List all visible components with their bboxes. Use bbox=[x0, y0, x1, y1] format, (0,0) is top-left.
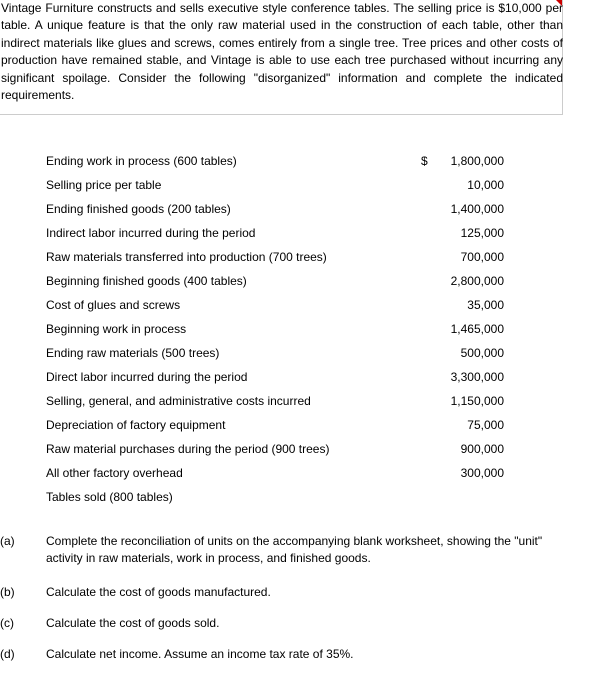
list-item bbox=[0, 367, 604, 391]
list-item bbox=[0, 175, 604, 199]
requirement-text: Complete the reconciliation of units on the accompanying blank worksheet, showing the "unit" activity in raw materials, work in process, and finished goods. bbox=[46, 534, 543, 565]
requirement-d bbox=[0, 646, 604, 664]
item-label: Selling, general, and administrative costs incurred bbox=[46, 394, 311, 408]
item-label: Beginning finished goods (400 tables) bbox=[46, 274, 247, 288]
requirement-letter: (b) bbox=[0, 585, 15, 599]
item-amount: 10,000 bbox=[467, 178, 504, 192]
item-label: Raw material purchases during the period (900 trees) bbox=[46, 442, 330, 456]
item-amount: 35,000 bbox=[467, 298, 504, 312]
dollar-sign: $ bbox=[421, 154, 428, 168]
list-item bbox=[0, 319, 604, 343]
requirement-letter: (c) bbox=[0, 616, 14, 630]
requirement-text: Calculate net income. Assume an income tax rate of 35%. bbox=[46, 647, 354, 661]
item-amount: 2,800,000 bbox=[450, 274, 504, 288]
requirement-a bbox=[0, 533, 604, 569]
requirement-c bbox=[0, 615, 604, 633]
item-label: Selling price per table bbox=[46, 178, 162, 192]
item-label: Indirect labor incurred during the period bbox=[46, 226, 256, 240]
list-item bbox=[0, 487, 604, 511]
item-label: Cost of glues and screws bbox=[46, 298, 181, 312]
list-item bbox=[0, 223, 604, 247]
list-item bbox=[0, 271, 604, 295]
requirement-b bbox=[0, 584, 604, 602]
item-amount: 1,400,000 bbox=[450, 202, 504, 216]
list-item bbox=[0, 199, 604, 223]
item-amount: 3,300,000 bbox=[450, 370, 504, 384]
comment-marker-icon bbox=[556, 0, 562, 6]
item-amount: 1,800,000 bbox=[450, 154, 504, 168]
item-amount: 900,000 bbox=[460, 442, 504, 456]
list-item bbox=[0, 247, 604, 271]
item-amount: 300,000 bbox=[460, 466, 504, 480]
item-amount: 1,465,000 bbox=[450, 322, 504, 336]
item-label: Direct labor incurred during the period bbox=[46, 370, 248, 384]
intro-cell bbox=[0, 0, 563, 115]
requirement-letter: (d) bbox=[0, 647, 15, 661]
requirement-text: Calculate the cost of goods sold. bbox=[46, 616, 220, 630]
requirement-text: Calculate the cost of goods manufactured. bbox=[46, 585, 271, 599]
requirement-letter: (a) bbox=[0, 534, 15, 548]
list-item bbox=[0, 415, 604, 439]
list-item bbox=[0, 151, 604, 175]
list-item bbox=[0, 463, 604, 487]
item-label: Tables sold (800 tables) bbox=[46, 490, 173, 504]
item-label: Raw materials transferred into production (700 trees) bbox=[46, 250, 327, 264]
item-label: Ending work in process (600 tables) bbox=[46, 154, 237, 168]
item-label: All other factory overhead bbox=[46, 466, 183, 480]
item-label: Ending finished goods (200 tables) bbox=[46, 202, 231, 216]
item-label: Depreciation of factory equipment bbox=[46, 418, 226, 432]
item-amount: 75,000 bbox=[467, 418, 504, 432]
list-item bbox=[0, 295, 604, 319]
list-item bbox=[0, 343, 604, 367]
intro-paragraph: Vintage Furniture constructs and sells executive style conference tables. The selling price is $10,000 per table. A unique feature is that the only raw material used in the construction of each table, other than indirect materials like glues and screws, comes entirely from a single tree. Tree prices and other costs of production have remained stable, and Vintage is able to use each tree purchased without incurring any significant spoilage. Consider the following "disorganized" information and complete the indicated requirements. bbox=[1, 1, 563, 103]
item-amount: 1,150,000 bbox=[450, 394, 504, 408]
item-amount: 700,000 bbox=[460, 250, 504, 264]
item-label: Beginning work in process bbox=[46, 322, 187, 336]
list-item bbox=[0, 439, 604, 463]
item-label: Ending raw materials (500 trees) bbox=[46, 346, 220, 360]
item-amount: 500,000 bbox=[460, 346, 504, 360]
item-amount: 125,000 bbox=[460, 226, 504, 240]
list-item bbox=[0, 391, 604, 415]
